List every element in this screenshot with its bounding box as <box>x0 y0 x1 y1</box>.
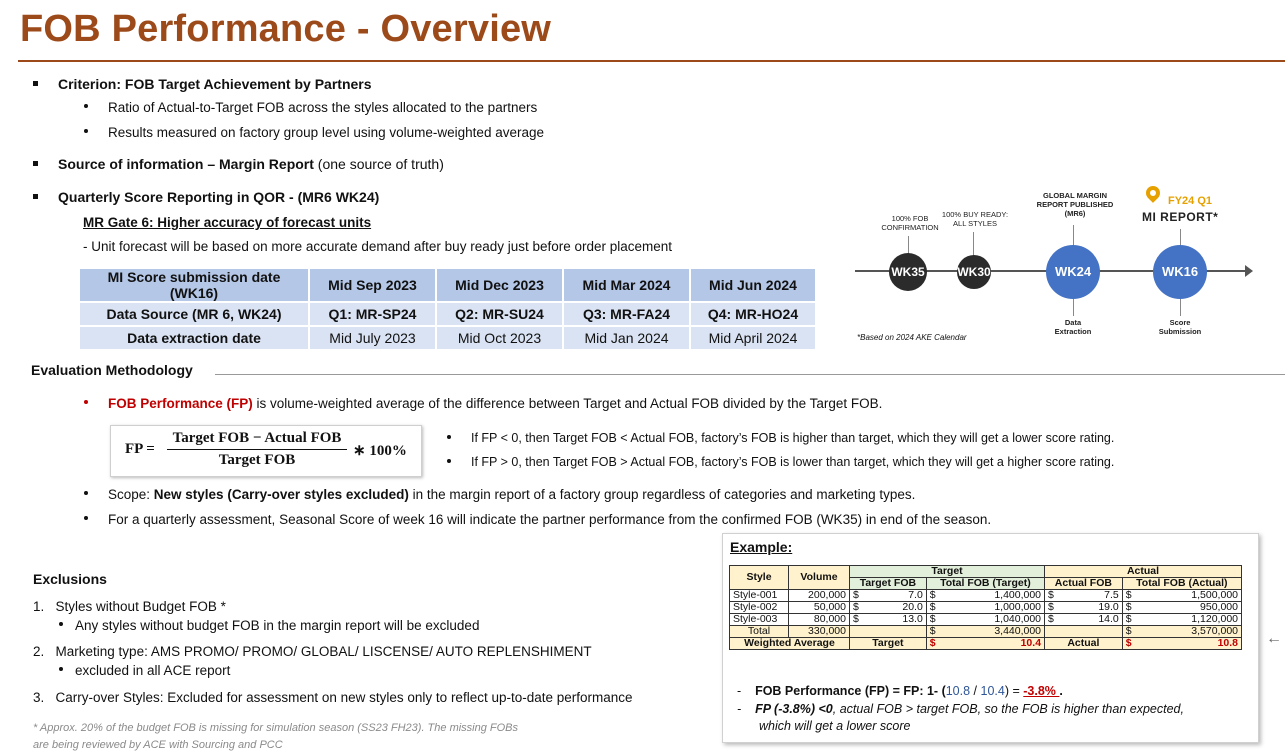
condition-positive <box>447 455 1114 469</box>
fp-formula <box>110 425 422 477</box>
cell-style: Style-001 <box>730 590 789 602</box>
cell-dollar: $ <box>850 590 874 602</box>
example-panel <box>722 533 1259 743</box>
square-bullet-icon <box>33 81 38 86</box>
exclusion-item-1 <box>33 599 226 614</box>
cell-target-fob: 7.0 <box>874 590 927 602</box>
source-bold: Source of information – Margin Report <box>58 156 314 172</box>
exclusion-item-2 <box>33 644 592 659</box>
cell-total-actual: 950,000 <box>1145 602 1242 614</box>
location-pin-hole <box>1150 190 1156 196</box>
schedule-cell: Mid Jun 2024 <box>691 269 815 301</box>
exclusion-sub-1 <box>59 618 479 633</box>
col-header-style: Style <box>730 566 789 590</box>
quarterly-heading <box>33 189 379 205</box>
cell-style: Style-003 <box>730 614 789 626</box>
example-table <box>729 565 1242 650</box>
total-target: 3,440,000 <box>949 626 1045 638</box>
cell-total-actual: 1,120,000 <box>1145 614 1242 626</box>
timeline-label-buy-ready: 100% BUY READY: ALL STYLES <box>941 210 1009 228</box>
fp-interpretation-line2: which will get a lower score <box>759 719 911 733</box>
fp-definition-bold: FOB Performance (FP) <box>108 396 253 411</box>
criterion-item-2-text: Results measured on factory group level using volume-weighted average <box>108 125 544 140</box>
left-arrow-icon: ← <box>1266 630 1282 647</box>
table-row <box>730 602 1242 614</box>
criterion-item-1-text: Ratio of Actual-to-Target FOB across the styles allocated to the partners <box>108 100 538 115</box>
fp-calc-target: 10.4 <box>980 684 1005 698</box>
cell-total-target: 1,040,000 <box>949 614 1045 626</box>
source-line <box>33 156 444 172</box>
condition-negative <box>447 431 1114 445</box>
fp-calc-close: ) = <box>1004 684 1024 698</box>
title-divider <box>18 60 1285 62</box>
fp-calc-actual: 10.8 <box>945 684 971 698</box>
fp-definition <box>84 396 882 411</box>
formula-denominator: Target FOB <box>218 452 296 468</box>
total-volume: 330,000 <box>789 626 850 638</box>
cell-dollar: $ <box>926 614 948 626</box>
evaluation-heading: Evaluation Methodology <box>31 362 193 378</box>
table-row <box>730 590 1242 602</box>
total-empty <box>850 626 927 638</box>
total-label: Total <box>730 626 789 638</box>
page-title: FOB Performance - Overview <box>20 8 552 50</box>
timeline-label-confirmation: 100% FOB CONFIRMATION <box>881 214 939 232</box>
col-header-target-fob: Target FOB <box>850 578 927 590</box>
unit-forecast-note: - Unit forecast will be based on more accurate demand after buy ready just before order placement <box>83 239 673 254</box>
cell-style: Style-002 <box>730 602 789 614</box>
fp-interpretation: - FP (-3.8%) <0, actual FOB > target FOB, so the FOB is higher than expected, <box>737 702 1184 716</box>
bullet-icon <box>84 516 88 520</box>
timeline-tick <box>1073 225 1074 247</box>
criterion-heading-text: Criterion: FOB Target Achievement by Partners <box>58 76 372 92</box>
cell-dollar: $ <box>926 638 948 650</box>
col-header-actual-fob: Actual FOB <box>1045 578 1123 590</box>
cell-target-fob: 20.0 <box>874 602 927 614</box>
quarterly-assessment-line <box>84 512 991 527</box>
fp-calc-slash: / <box>970 684 981 698</box>
schedule-row-label: Data extraction date <box>80 327 308 349</box>
cell-dollar: $ <box>1122 590 1144 602</box>
col-header-target: Target <box>850 566 1045 578</box>
formula-multiplier: ∗ 100% <box>353 443 407 459</box>
bullet-icon <box>84 491 88 495</box>
timeline-footnote: *Based on 2024 AKE Calendar <box>857 333 967 342</box>
weighted-average-row <box>730 638 1242 650</box>
source-rest: (one source of truth) <box>313 156 444 172</box>
exclusion-text: Marketing type: AMS PROMO/ PROMO/ GLOBAL/ LISCENSE/ AUTO REPLENSHIMENT <box>55 644 592 659</box>
wavg-target-value: 10.4 <box>949 638 1045 650</box>
wavg-actual-value: 10.8 <box>1145 638 1242 650</box>
col-header-volume: Volume <box>789 566 850 590</box>
formula-fraction-bar <box>167 449 347 450</box>
timeline-tick <box>1073 296 1074 316</box>
timeline-label-mi-report: MI REPORT* <box>1142 210 1219 224</box>
col-header-actual: Actual <box>1045 566 1242 578</box>
exclusion-text: Styles without Budget FOB * <box>55 599 226 614</box>
fp-calc-label: FOB Performance (FP) <box>755 684 890 698</box>
timeline-node-wk30: WK30 <box>957 255 991 289</box>
cell-dollar: $ <box>926 626 948 638</box>
cell-actual-fob: 19.0 <box>1069 602 1122 614</box>
bullet-icon <box>59 667 63 671</box>
cell-dollar: $ <box>850 614 874 626</box>
cell-volume: 80,000 <box>789 614 850 626</box>
quarterly-assessment-text: For a quarterly assessment, Seasonal Score of week 16 will indicate the partner performance from the confirmed FOB (WK35) in end of the season. <box>108 512 992 527</box>
exclusions-footnote-line1: * Approx. 20% of the budget FOB is missing for simulation season (SS23 FH23). The missing FOBs <box>33 722 519 734</box>
fp-calculation: - FOB Performance (FP) = FP: 1- (10.8 / 10.4) = -3.8% . <box>737 684 1063 698</box>
total-empty <box>1045 626 1123 638</box>
timeline-node-wk24: WK24 <box>1046 245 1100 299</box>
schedule-cell: Q2: MR-SU24 <box>437 303 562 325</box>
timeline-node-wk16: WK16 <box>1153 245 1207 299</box>
cell-dollar: $ <box>926 602 948 614</box>
cell-actual-fob: 7.5 <box>1069 590 1122 602</box>
col-header-total-actual: Total FOB (Actual) <box>1122 578 1241 590</box>
exclusion-number: 3. <box>33 690 45 705</box>
exclusions-heading: Exclusions <box>33 571 107 587</box>
wavg-target-label: Target <box>850 638 927 650</box>
fp-calc-eq: = FP: 1- ( <box>889 684 946 698</box>
bullet-icon <box>447 459 451 463</box>
quarterly-heading-text: Quarterly Score Reporting in QOR - (MR6 WK24) <box>58 189 380 205</box>
cell-volume: 200,000 <box>789 590 850 602</box>
table-row <box>730 614 1242 626</box>
schedule-cell: Mid Dec 2023 <box>437 269 562 301</box>
bullet-icon <box>84 400 88 404</box>
cell-volume: 50,000 <box>789 602 850 614</box>
bullet-icon <box>447 435 451 439</box>
criterion-item-2 <box>84 125 544 140</box>
exclusion-text: Carry-over Styles: Excluded for assessment on new styles only to reflect up-to-date performance <box>55 690 633 705</box>
schedule-row-extraction <box>80 327 815 349</box>
cell-dollar: $ <box>1045 614 1069 626</box>
fp-calc-end: . <box>1059 684 1063 698</box>
scope-prefix: Scope: <box>108 487 154 502</box>
cell-dollar: $ <box>1045 602 1069 614</box>
fp-definition-rest: is volume-weighted average of the difference between Target and Actual FOB divided by the Target FOB. <box>252 396 883 411</box>
exclusion-sub-text: excluded in all ACE report <box>75 663 231 678</box>
cell-dollar: $ <box>926 590 948 602</box>
schedule-table <box>78 267 817 351</box>
schedule-row-label: MI Score submission date (WK16) <box>80 269 308 301</box>
formula-numerator: Target FOB − Actual FOB <box>172 430 342 446</box>
schedule-cell: Mid Oct 2023 <box>437 327 562 349</box>
condition-positive-text: If FP > 0, then Target FOB > Actual FOB, factory’s FOB is lower than target, which they will get a higher score rating. <box>471 455 1115 469</box>
fp-calc-result: -3.8% <box>1023 684 1060 698</box>
criterion-item-1 <box>84 100 537 115</box>
exclusion-number: 2. <box>33 644 45 659</box>
cell-dollar: $ <box>1122 614 1144 626</box>
schedule-row-submission <box>80 269 815 301</box>
schedule-row-source <box>80 303 815 325</box>
cell-total-target: 1,000,000 <box>949 602 1045 614</box>
cell-total-target: 1,400,000 <box>949 590 1045 602</box>
exclusion-item-3 <box>33 690 633 705</box>
fp-interpretation-rest: , actual FOB > target FOB, so the FOB is higher than expected, <box>832 702 1184 716</box>
exclusion-sub-2 <box>59 663 230 678</box>
wavg-label: Weighted Average <box>730 638 850 650</box>
formula-lhs: FP = <box>125 441 155 457</box>
cell-dollar: $ <box>1122 626 1144 638</box>
schedule-cell: Q3: MR-FA24 <box>564 303 689 325</box>
cell-dollar: $ <box>850 602 874 614</box>
col-header-total-target: Total FOB (Target) <box>926 578 1044 590</box>
mr-gate-heading: MR Gate 6: Higher accuracy of forecast units <box>83 215 372 230</box>
scope-rest: in the margin report of a factory group regardless of categories and marketing types. <box>408 487 916 502</box>
total-row <box>730 626 1242 638</box>
schedule-cell: Q4: MR-HO24 <box>691 303 815 325</box>
wavg-actual-label: Actual <box>1045 638 1123 650</box>
fp-interpretation-bold: FP (-3.8%) <0 <box>755 702 833 716</box>
bullet-icon <box>84 129 88 133</box>
cell-total-actual: 1,500,000 <box>1145 590 1242 602</box>
schedule-cell: Mid Mar 2024 <box>564 269 689 301</box>
criterion-heading <box>33 76 372 92</box>
square-bullet-icon <box>33 161 38 166</box>
bullet-icon <box>59 622 63 626</box>
timeline-node-wk35: WK35 <box>889 253 927 291</box>
schedule-cell: Mid Sep 2023 <box>310 269 435 301</box>
bullet-icon <box>84 104 88 108</box>
timeline-label-data-extraction: Data Extraction <box>1054 318 1092 336</box>
schedule-row-label: Data Source (MR 6, WK24) <box>80 303 308 325</box>
scope-line <box>84 487 915 502</box>
timeline-tick <box>1180 296 1181 316</box>
scope-bold: New styles (Carry-over styles excluded) <box>153 487 409 502</box>
cell-actual-fob: 14.0 <box>1069 614 1122 626</box>
exclusions-footnote-line2: are being reviewed by ACE with Sourcing and PCC <box>33 739 283 751</box>
schedule-cell: Mid Jan 2024 <box>564 327 689 349</box>
cell-dollar: $ <box>1122 638 1144 650</box>
schedule-cell: Mid April 2024 <box>691 327 815 349</box>
cell-target-fob: 13.0 <box>874 614 927 626</box>
timeline-label-global-margin: GLOBAL MARGIN REPORT PUBLISHED (MR6) <box>1036 191 1114 218</box>
evaluation-divider <box>215 374 1285 375</box>
condition-negative-text: If FP < 0, then Target FOB < Actual FOB, factory’s FOB is higher than target, which they will get a lower score rating. <box>471 431 1115 445</box>
example-heading: Example: <box>730 539 793 555</box>
timeline-label-fy: FY24 Q1 <box>1168 195 1213 207</box>
schedule-cell: Mid July 2023 <box>310 327 435 349</box>
exclusion-sub-text: Any styles without budget FOB in the margin report will be excluded <box>75 618 480 633</box>
square-bullet-icon <box>33 194 38 199</box>
schedule-cell: Q1: MR-SP24 <box>310 303 435 325</box>
exclusion-number: 1. <box>33 599 45 614</box>
timeline-label-score-submission: Score Submission <box>1158 318 1202 336</box>
total-actual: 3,570,000 <box>1145 626 1242 638</box>
cell-dollar: $ <box>1122 602 1144 614</box>
cell-dollar: $ <box>1045 590 1069 602</box>
timeline-arrow-icon <box>1245 265 1253 277</box>
